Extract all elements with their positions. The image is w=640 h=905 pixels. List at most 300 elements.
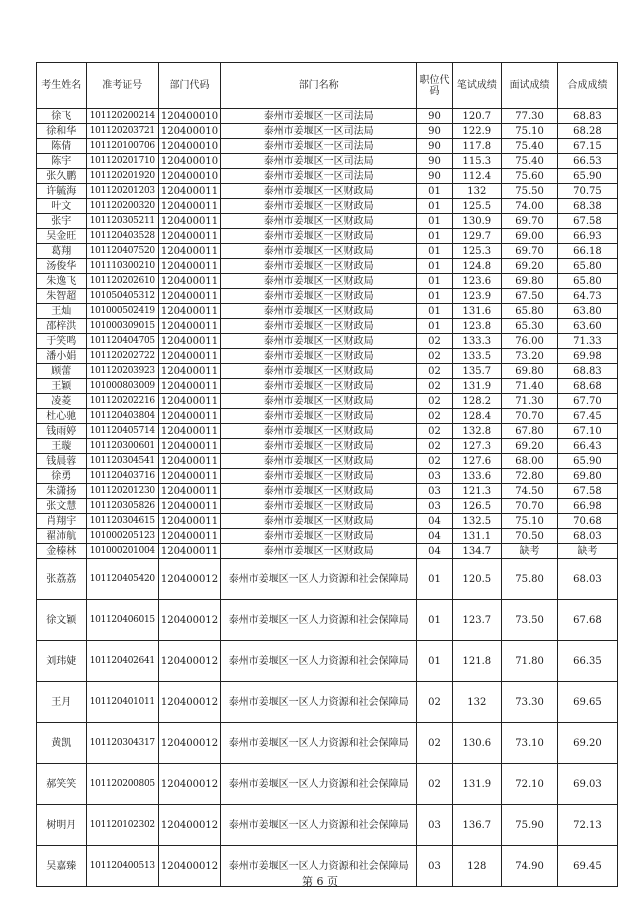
dept-name-cell: 泰州市姜堰区一区财政局 [220, 274, 416, 289]
exam-id-cell: 101120203721 [86, 124, 158, 139]
position-code-cell: 03 [417, 805, 452, 846]
table-row [37, 169, 618, 184]
header-position-code: 职位代码 [417, 63, 452, 109]
name-cell: 黄凯 [37, 723, 87, 764]
written-score-cell: 125.3 [452, 244, 502, 259]
dept-name-cell: 泰州市姜堰区一区司法局 [220, 124, 416, 139]
dept-code-cell: 120400011 [158, 409, 220, 424]
written-score-cell: 128.2 [452, 394, 502, 409]
name-cell: 徐和华 [37, 124, 87, 139]
dept-name-cell: 泰州市姜堰区一区财政局 [220, 244, 416, 259]
written-score-cell: 130.6 [452, 723, 502, 764]
dept-code-cell: 120400011 [158, 334, 220, 349]
dept-code-cell: 120400011 [158, 274, 220, 289]
exam-id-cell: 101120201920 [86, 169, 158, 184]
exam-id-cell: 101000205123 [86, 529, 158, 544]
name-cell: 叶文 [37, 199, 87, 214]
position-code-cell: 01 [417, 274, 452, 289]
dept-name-cell: 泰州市姜堰区一区人力资源和社会保障局 [220, 641, 416, 682]
dept-name-cell: 泰州市姜堰区一区财政局 [220, 184, 416, 199]
dept-code-cell: 120400011 [158, 199, 220, 214]
exam-id-cell: 101120407520 [86, 244, 158, 259]
name-cell: 刘玮婕 [37, 641, 87, 682]
dept-name-cell: 泰州市姜堰区一区财政局 [220, 334, 416, 349]
header-dept-code: 部门代码 [158, 63, 220, 109]
position-code-cell: 04 [417, 544, 452, 559]
dept-code-cell: 120400010 [158, 124, 220, 139]
table-row [37, 229, 618, 244]
dept-code-cell: 120400011 [158, 514, 220, 529]
dept-name-cell: 泰州市姜堰区一区财政局 [220, 529, 416, 544]
dept-code-cell: 120400011 [158, 469, 220, 484]
exam-id-cell: 101120201230 [86, 484, 158, 499]
exam-id-cell: 101120200320 [86, 199, 158, 214]
table-row [37, 289, 618, 304]
table-row [37, 139, 618, 154]
dept-code-cell: 120400010 [158, 109, 220, 124]
dept-name-cell: 泰州市姜堰区一区人力资源和社会保障局 [220, 559, 416, 600]
exam-id-cell: 101120203923 [86, 364, 158, 379]
exam-id-cell: 101120201710 [86, 154, 158, 169]
table-row [37, 544, 618, 559]
position-code-cell: 02 [417, 764, 452, 805]
dept-name-cell: 泰州市姜堰区一区财政局 [220, 349, 416, 364]
interview-score-cell: 69.80 [502, 364, 558, 379]
name-cell: 许毓海 [37, 184, 87, 199]
interview-score-cell: 77.30 [502, 109, 558, 124]
position-code-cell: 01 [417, 319, 452, 334]
dept-code-cell: 120400012 [158, 600, 220, 641]
dept-code-cell: 120400012 [158, 559, 220, 600]
exam-id-cell: 101120402641 [86, 641, 158, 682]
position-code-cell: 03 [417, 499, 452, 514]
exam-id-cell: 101120202610 [86, 274, 158, 289]
table-row [37, 244, 618, 259]
name-cell: 朱潇扬 [37, 484, 87, 499]
header-dept-name: 部门名称 [220, 63, 416, 109]
exam-id-cell: 101120305211 [86, 214, 158, 229]
position-code-cell: 01 [417, 600, 452, 641]
dept-name-cell: 泰州市姜堰区一区财政局 [220, 229, 416, 244]
dept-name-cell: 泰州市姜堰区一区人力资源和社会保障局 [220, 764, 416, 805]
written-score-cell: 123.6 [452, 274, 502, 289]
total-score-cell: 65.90 [557, 169, 617, 184]
position-code-cell: 04 [417, 529, 452, 544]
position-code-cell: 90 [417, 139, 452, 154]
interview-score-cell: 75.10 [502, 124, 558, 139]
name-cell: 张文慧 [37, 499, 87, 514]
position-code-cell: 90 [417, 124, 452, 139]
position-code-cell: 04 [417, 514, 452, 529]
interview-score-cell: 75.50 [502, 184, 558, 199]
written-score-cell: 134.7 [452, 544, 502, 559]
name-cell: 徐勇 [37, 469, 87, 484]
position-code-cell: 01 [417, 304, 452, 319]
dept-name-cell: 泰州市姜堰区一区人力资源和社会保障局 [220, 600, 416, 641]
exam-id-cell: 101000803009 [86, 379, 158, 394]
interview-score-cell: 72.10 [502, 764, 558, 805]
total-score-cell: 67.15 [557, 139, 617, 154]
table-row [37, 723, 618, 764]
dept-name-cell: 泰州市姜堰区一区财政局 [220, 454, 416, 469]
written-score-cell: 124.8 [452, 259, 502, 274]
written-score-cell: 131.9 [452, 379, 502, 394]
total-score-cell: 67.68 [557, 600, 617, 641]
dept-name-cell: 泰州市姜堰区一区财政局 [220, 199, 416, 214]
total-score-cell: 66.43 [557, 439, 617, 454]
name-cell: 钱雨婷 [37, 424, 87, 439]
interview-score-cell: 缺考 [502, 544, 558, 559]
interview-score-cell: 67.50 [502, 289, 558, 304]
interview-score-cell: 65.80 [502, 304, 558, 319]
dept-code-cell: 120400011 [158, 454, 220, 469]
interview-score-cell: 75.40 [502, 139, 558, 154]
table-row [37, 454, 618, 469]
name-cell: 王月 [37, 682, 87, 723]
interview-score-cell: 68.00 [502, 454, 558, 469]
written-score-cell: 135.7 [452, 364, 502, 379]
table-row [37, 409, 618, 424]
written-score-cell: 117.8 [452, 139, 502, 154]
interview-score-cell: 65.30 [502, 319, 558, 334]
total-score-cell: 65.90 [557, 454, 617, 469]
dept-code-cell: 120400011 [158, 439, 220, 454]
name-cell: 潘小娟 [37, 349, 87, 364]
exam-id-cell: 101120403528 [86, 229, 158, 244]
dept-code-cell: 120400011 [158, 484, 220, 499]
position-code-cell: 01 [417, 184, 452, 199]
total-score-cell: 66.98 [557, 499, 617, 514]
dept-name-cell: 泰州市姜堰区一区财政局 [220, 409, 416, 424]
total-score-cell: 70.68 [557, 514, 617, 529]
name-cell: 徐飞 [37, 109, 87, 124]
name-cell: 郝笑笑 [37, 764, 87, 805]
interview-score-cell: 75.90 [502, 805, 558, 846]
total-score-cell: 66.53 [557, 154, 617, 169]
exam-id-cell: 101000201004 [86, 544, 158, 559]
dept-code-cell: 120400011 [158, 259, 220, 274]
dept-name-cell: 泰州市姜堰区一区财政局 [220, 214, 416, 229]
dept-code-cell: 120400012 [158, 805, 220, 846]
table-row [37, 499, 618, 514]
interview-score-cell: 75.10 [502, 514, 558, 529]
dept-name-cell: 泰州市姜堰区一区人力资源和社会保障局 [220, 723, 416, 764]
total-score-cell: 68.83 [557, 109, 617, 124]
table-row [37, 600, 618, 641]
position-code-cell: 03 [417, 469, 452, 484]
total-score-cell: 69.98 [557, 349, 617, 364]
exam-id-cell: 101000309015 [86, 319, 158, 334]
total-score-cell: 65.80 [557, 274, 617, 289]
name-cell: 钱晨蓉 [37, 454, 87, 469]
position-code-cell: 02 [417, 379, 452, 394]
table-row [37, 682, 618, 723]
exam-id-cell: 101120202216 [86, 394, 158, 409]
table-row [37, 424, 618, 439]
interview-score-cell: 72.80 [502, 469, 558, 484]
exam-id-cell: 101120403716 [86, 469, 158, 484]
position-code-cell: 01 [417, 289, 452, 304]
position-code-cell: 90 [417, 109, 452, 124]
interview-score-cell: 73.10 [502, 723, 558, 764]
position-code-cell: 02 [417, 424, 452, 439]
dept-name-cell: 泰州市姜堰区一区财政局 [220, 484, 416, 499]
table-row [37, 514, 618, 529]
name-cell: 凌菱 [37, 394, 87, 409]
interview-score-cell: 71.80 [502, 641, 558, 682]
total-score-cell: 70.75 [557, 184, 617, 199]
name-cell: 汤俊华 [37, 259, 87, 274]
table-row [37, 154, 618, 169]
name-cell: 肖翔宇 [37, 514, 87, 529]
dept-name-cell: 泰州市姜堰区一区财政局 [220, 544, 416, 559]
position-code-cell: 01 [417, 244, 452, 259]
position-code-cell: 01 [417, 229, 452, 244]
exam-id-cell: 101120304541 [86, 454, 158, 469]
header-interview-score: 面试成绩 [502, 63, 558, 109]
dept-code-cell: 120400012 [158, 764, 220, 805]
table-row [37, 349, 618, 364]
interview-score-cell: 67.80 [502, 424, 558, 439]
interview-score-cell: 74.90 [502, 846, 558, 887]
dept-name-cell: 泰州市姜堰区一区司法局 [220, 154, 416, 169]
total-score-cell: 65.80 [557, 259, 617, 274]
dept-name-cell: 泰州市姜堰区一区人力资源和社会保障局 [220, 682, 416, 723]
total-score-cell: 63.80 [557, 304, 617, 319]
total-score-cell: 67.70 [557, 394, 617, 409]
position-code-cell: 02 [417, 682, 452, 723]
interview-score-cell: 69.00 [502, 229, 558, 244]
name-cell: 葛翔 [37, 244, 87, 259]
total-score-cell: 68.68 [557, 379, 617, 394]
written-score-cell: 127.6 [452, 454, 502, 469]
interview-score-cell: 69.80 [502, 274, 558, 289]
exam-id-cell: 101120405420 [86, 559, 158, 600]
header-total-score: 合成成绩 [557, 63, 617, 109]
page-number: 第 6 页 [302, 875, 338, 888]
total-score-cell: 68.03 [557, 529, 617, 544]
written-score-cell: 121.3 [452, 484, 502, 499]
written-score-cell: 115.3 [452, 154, 502, 169]
table-body [37, 109, 618, 887]
exam-id-cell: 101120305826 [86, 499, 158, 514]
dept-name-cell: 泰州市姜堰区一区财政局 [220, 439, 416, 454]
table-row [37, 184, 618, 199]
total-score-cell: 67.58 [557, 484, 617, 499]
name-cell: 朱逸飞 [37, 274, 87, 289]
exam-id-cell: 101120405714 [86, 424, 158, 439]
total-score-cell: 69.03 [557, 764, 617, 805]
total-score-cell: 68.28 [557, 124, 617, 139]
position-code-cell: 02 [417, 723, 452, 764]
written-score-cell: 130.9 [452, 214, 502, 229]
written-score-cell: 125.5 [452, 199, 502, 214]
dept-code-cell: 120400011 [158, 289, 220, 304]
written-score-cell: 121.8 [452, 641, 502, 682]
header-written-score: 笔试成绩 [452, 63, 502, 109]
dept-name-cell: 泰州市姜堰区一区财政局 [220, 259, 416, 274]
interview-score-cell: 71.40 [502, 379, 558, 394]
interview-score-cell: 75.80 [502, 559, 558, 600]
dept-code-cell: 120400011 [158, 229, 220, 244]
table-row [37, 109, 618, 124]
exam-id-cell: 101120403804 [86, 409, 158, 424]
name-cell: 徐文颖 [37, 600, 87, 641]
name-cell: 王灿 [37, 304, 87, 319]
name-cell: 朱智超 [37, 289, 87, 304]
name-cell: 吴金旺 [37, 229, 87, 244]
dept-name-cell: 泰州市姜堰区一区财政局 [220, 469, 416, 484]
interview-score-cell: 74.00 [502, 199, 558, 214]
score-table-container [36, 62, 618, 887]
table-row [37, 805, 618, 846]
exam-id-cell: 101000502419 [86, 304, 158, 319]
written-score-cell: 132 [452, 184, 502, 199]
total-score-cell: 69.20 [557, 723, 617, 764]
table-row [37, 484, 618, 499]
dept-name-cell: 泰州市姜堰区一区财政局 [220, 499, 416, 514]
dept-name-cell: 泰州市姜堰区一区财政局 [220, 364, 416, 379]
dept-name-cell: 泰州市姜堰区一区司法局 [220, 169, 416, 184]
written-score-cell: 131.1 [452, 529, 502, 544]
dept-code-cell: 120400010 [158, 169, 220, 184]
table-row [37, 124, 618, 139]
total-score-cell: 72.13 [557, 805, 617, 846]
total-score-cell: 69.65 [557, 682, 617, 723]
total-score-cell: 64.73 [557, 289, 617, 304]
dept-name-cell: 泰州市姜堰区一区财政局 [220, 304, 416, 319]
exam-id-cell: 101120102302 [86, 805, 158, 846]
table-row [37, 764, 618, 805]
exam-id-cell: 101120304615 [86, 514, 158, 529]
written-score-cell: 132.8 [452, 424, 502, 439]
position-code-cell: 02 [417, 394, 452, 409]
interview-score-cell: 73.20 [502, 349, 558, 364]
interview-score-cell: 74.50 [502, 484, 558, 499]
name-cell: 王璇 [37, 439, 87, 454]
dept-name-cell: 泰州市姜堰区一区财政局 [220, 394, 416, 409]
table-row [37, 364, 618, 379]
total-score-cell: 缺考 [557, 544, 617, 559]
total-score-cell: 66.35 [557, 641, 617, 682]
position-code-cell: 02 [417, 364, 452, 379]
interview-score-cell: 76.00 [502, 334, 558, 349]
total-score-cell: 71.33 [557, 334, 617, 349]
header-name: 考生姓名 [37, 63, 87, 109]
total-score-cell: 68.83 [557, 364, 617, 379]
total-score-cell: 69.80 [557, 469, 617, 484]
exam-id-cell: 101120202722 [86, 349, 158, 364]
written-score-cell: 136.7 [452, 805, 502, 846]
dept-code-cell: 120400011 [158, 379, 220, 394]
table-row [37, 199, 618, 214]
exam-id-cell: 101120200214 [86, 109, 158, 124]
written-score-cell: 128.4 [452, 409, 502, 424]
dept-code-cell: 120400011 [158, 529, 220, 544]
dept-code-cell: 120400011 [158, 544, 220, 559]
total-score-cell: 67.45 [557, 409, 617, 424]
written-score-cell: 132 [452, 682, 502, 723]
written-score-cell: 133.5 [452, 349, 502, 364]
position-code-cell: 90 [417, 154, 452, 169]
written-score-cell: 129.7 [452, 229, 502, 244]
interview-score-cell: 70.70 [502, 499, 558, 514]
written-score-cell: 131.6 [452, 304, 502, 319]
name-cell: 王颖 [37, 379, 87, 394]
interview-score-cell: 75.60 [502, 169, 558, 184]
table-row [37, 641, 618, 682]
total-score-cell: 67.10 [557, 424, 617, 439]
dept-name-cell: 泰州市姜堰区一区司法局 [220, 109, 416, 124]
written-score-cell: 128 [452, 846, 502, 887]
position-code-cell: 03 [417, 846, 452, 887]
written-score-cell: 127.3 [452, 439, 502, 454]
exam-id-cell: 101120201203 [86, 184, 158, 199]
table-row [37, 394, 618, 409]
table-row [37, 334, 618, 349]
exam-id-cell: 101120406015 [86, 600, 158, 641]
written-score-cell: 123.9 [452, 289, 502, 304]
interview-score-cell: 69.70 [502, 214, 558, 229]
total-score-cell: 66.18 [557, 244, 617, 259]
total-score-cell: 63.60 [557, 319, 617, 334]
name-cell: 于笑鸣 [37, 334, 87, 349]
table-row [37, 379, 618, 394]
dept-name-cell: 泰州市姜堰区一区财政局 [220, 424, 416, 439]
dept-code-cell: 120400010 [158, 154, 220, 169]
interview-score-cell: 71.30 [502, 394, 558, 409]
dept-name-cell: 泰州市姜堰区一区人力资源和社会保障局 [220, 805, 416, 846]
dept-code-cell: 120400012 [158, 641, 220, 682]
dept-code-cell: 120400011 [158, 214, 220, 229]
table-row [37, 469, 618, 484]
interview-score-cell: 75.40 [502, 154, 558, 169]
position-code-cell: 02 [417, 409, 452, 424]
name-cell: 吴嘉臻 [37, 846, 87, 887]
exam-id-cell: 101120400513 [86, 846, 158, 887]
name-cell: 张荔荔 [37, 559, 87, 600]
written-score-cell: 126.5 [452, 499, 502, 514]
written-score-cell: 122.9 [452, 124, 502, 139]
interview-score-cell: 73.30 [502, 682, 558, 723]
table-row [37, 559, 618, 600]
position-code-cell: 01 [417, 559, 452, 600]
interview-score-cell: 70.70 [502, 409, 558, 424]
written-score-cell: 112.4 [452, 169, 502, 184]
dept-code-cell: 120400011 [158, 499, 220, 514]
table-row [37, 274, 618, 289]
position-code-cell: 01 [417, 259, 452, 274]
interview-score-cell: 69.20 [502, 259, 558, 274]
dept-code-cell: 120400011 [158, 304, 220, 319]
dept-name-cell: 泰州市姜堰区一区财政局 [220, 289, 416, 304]
written-score-cell: 131.9 [452, 764, 502, 805]
written-score-cell: 133.3 [452, 334, 502, 349]
dept-code-cell: 120400011 [158, 364, 220, 379]
exam-id-cell: 101120300601 [86, 439, 158, 454]
position-code-cell: 02 [417, 454, 452, 469]
table-row [37, 214, 618, 229]
interview-score-cell: 73.50 [502, 600, 558, 641]
exam-id-cell: 101050405312 [86, 289, 158, 304]
exam-id-cell: 101120200805 [86, 764, 158, 805]
written-score-cell: 120.7 [452, 109, 502, 124]
interview-score-cell: 70.50 [502, 529, 558, 544]
total-score-cell: 68.38 [557, 199, 617, 214]
name-cell: 翟沛航 [37, 529, 87, 544]
total-score-cell: 68.03 [557, 559, 617, 600]
dept-name-cell: 泰州市姜堰区一区财政局 [220, 379, 416, 394]
